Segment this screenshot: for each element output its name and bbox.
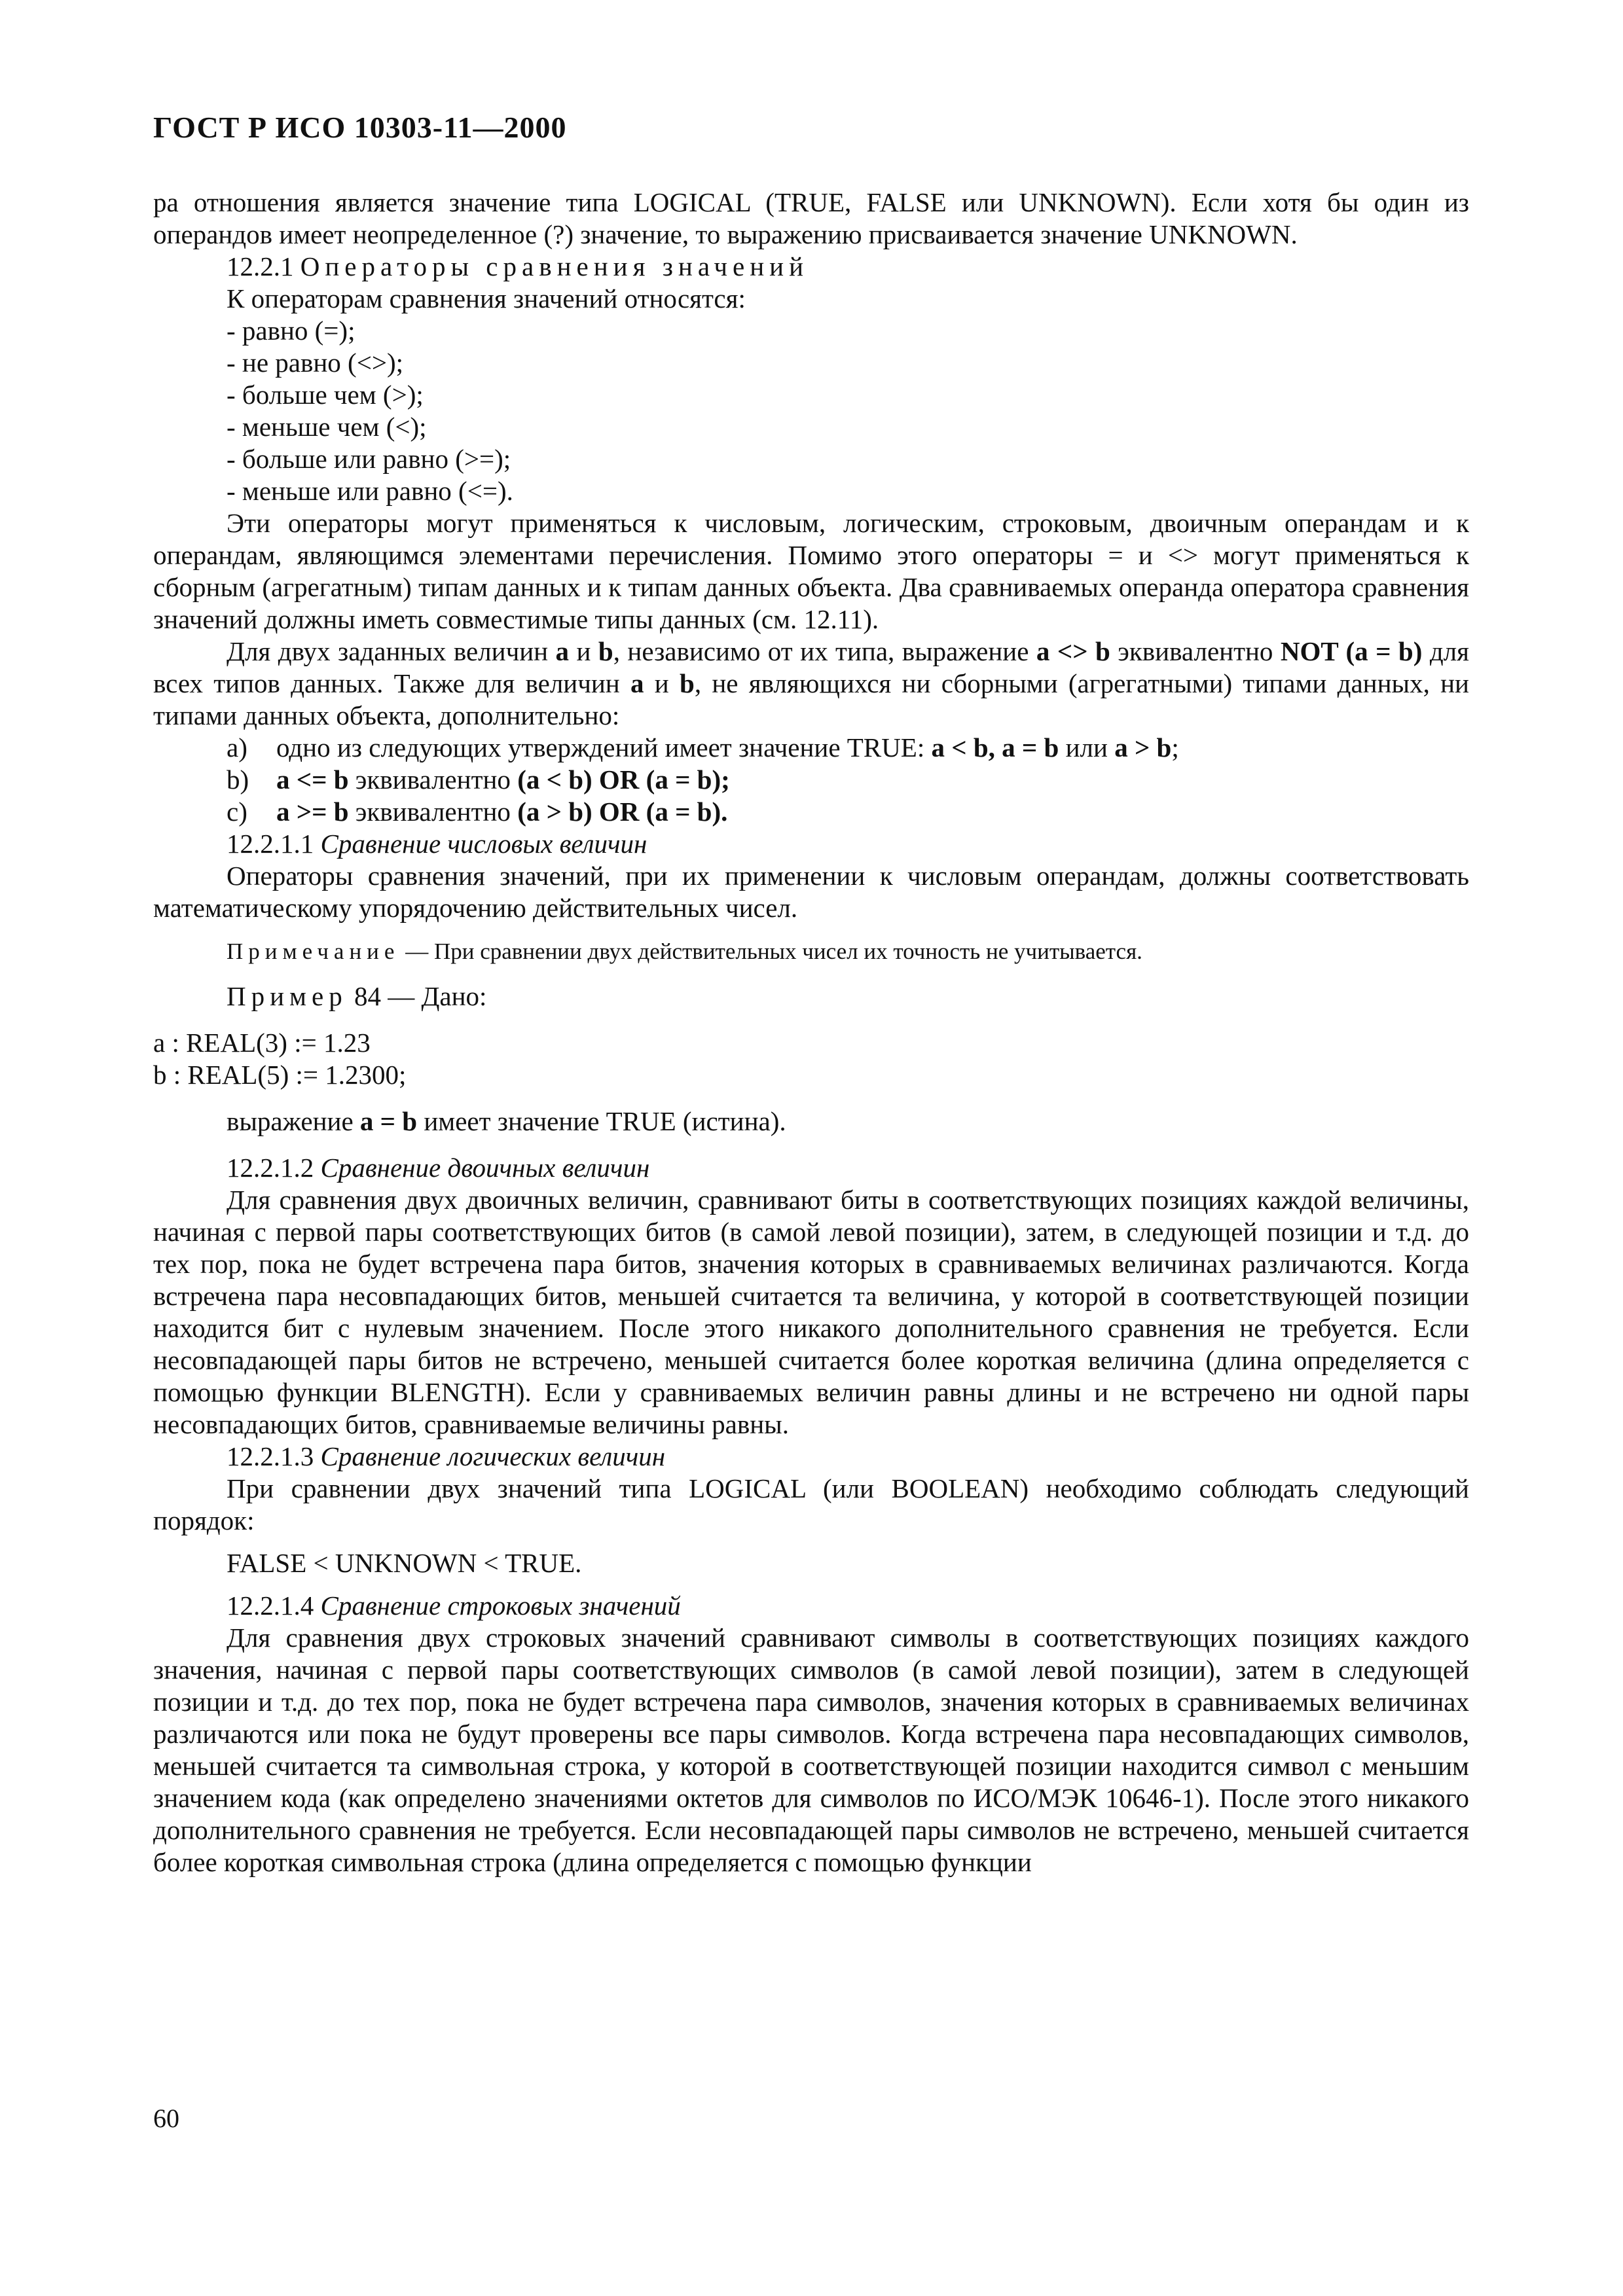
logical-order: FALSE < UNKNOWN < TRUE. bbox=[227, 1548, 582, 1578]
section-12-2-1-heading bbox=[153, 251, 1469, 283]
var-b: b bbox=[598, 636, 613, 666]
section-title: Операторы сравнения значений bbox=[300, 251, 809, 281]
text-run: имеет значение TRUE (истина). bbox=[417, 1106, 786, 1136]
section-number: 12.2.1.3 bbox=[227, 1441, 321, 1471]
list-item-b bbox=[153, 764, 1469, 796]
var-a: a bbox=[630, 668, 644, 698]
list-text bbox=[276, 764, 730, 796]
text-run: и bbox=[644, 668, 680, 698]
text-run: выражение bbox=[227, 1106, 360, 1136]
expression: a > b bbox=[1114, 732, 1172, 762]
expression: a = b bbox=[359, 1106, 418, 1136]
expression: (a < b) OR (a = b); bbox=[517, 764, 730, 795]
list-item-c bbox=[153, 796, 1469, 828]
section-title: Сравнение двоичных величин bbox=[320, 1153, 650, 1183]
operator-item: - равно (=); bbox=[227, 315, 356, 346]
list-text bbox=[276, 732, 1179, 764]
expression: a >= b bbox=[276, 797, 349, 827]
numeric-paragraph: Операторы сравнения значений, при их применении к числовым операндам, должны соответствовать математическому упорядочению действительных чисел. bbox=[153, 861, 1469, 923]
section-number: 12.2.1 bbox=[227, 251, 301, 281]
text-run: , независимо от их типа, выражение bbox=[613, 636, 1036, 666]
list-marker: c) bbox=[227, 797, 247, 827]
list-text bbox=[276, 796, 727, 828]
text-run: эквивалентно bbox=[348, 764, 518, 795]
note bbox=[153, 937, 1469, 966]
text-run: ; bbox=[1171, 732, 1179, 762]
page-header: ГОСТ Р ИСО 10303-11—2000 bbox=[153, 111, 567, 144]
note-text: — При сравнении двух действительных чисел их точность не учитывается. bbox=[399, 939, 1142, 964]
section-12-2-1-2-heading bbox=[153, 1152, 1469, 1184]
operators-paragraph: Эти операторы могут применяться к числовым, логическим, строковым, двоичным операндам и к операндам, являющимся элементами перечисления. Помимо этого операторы = и <> могут применяться к сборным (агрегатным) типам данных и к типам данных объекта. Два сравниваемых операнда оператора сравнения значений должны иметь совместимые типы данных (см. 12.11). bbox=[153, 508, 1469, 634]
example-heading bbox=[153, 980, 1469, 1013]
section-12-2-1-4-heading bbox=[153, 1590, 1469, 1622]
operator-item: - меньше чем (<); bbox=[227, 412, 427, 442]
expression: a <= b bbox=[276, 764, 349, 795]
text-run: эквивалентно bbox=[1110, 636, 1281, 666]
expression: (a > b) OR (a = b). bbox=[517, 797, 728, 827]
code-line: b : REAL(5) := 1.2300; bbox=[153, 1060, 407, 1090]
list-marker: b) bbox=[227, 764, 249, 795]
page-number: 60 bbox=[153, 2104, 179, 2133]
code-line: a : REAL(3) := 1.23 bbox=[153, 1028, 371, 1058]
text-run: и bbox=[569, 636, 598, 666]
note-label: Примечание bbox=[227, 939, 400, 964]
section-number: 12.2.1.1 bbox=[227, 829, 321, 859]
section-title: Сравнение логических величин bbox=[320, 1441, 666, 1471]
list-item-a bbox=[153, 732, 1469, 764]
operators-intro: К операторам сравнения значений относятся: bbox=[227, 283, 746, 314]
section-number: 12.2.1.2 bbox=[227, 1153, 321, 1183]
binary-paragraph: Для сравнения двух двоичных величин, сравнивают биты в соответствующих позициях каждой величины, начиная с первой пары соответствующих битов (в самой левой позиции), затем, в следующей позиции и т.д. до тех пор, пока не будет встречена пара битов, значения которых в сравниваемых величинах различаются. Когда встречена пара несовпадающих битов, меньшей считается та величина, у которой в соответствующей позиции находится бит с нулевым значением. После этого никакого дополнительного сравнения не требуется. Если несовпадающей пары битов не встречено, меньшей считается более короткая величина (длина определяется с помощью функции BLENGTH). Если у сравниваемых величин равны длины и не встречено ни одной пары несовпадающих битов, сравниваемые величины равны. bbox=[153, 1185, 1469, 1439]
intro-paragraph: ра отношения является значение типа LOGICAL (TRUE, FALSE или UNKNOWN). Если хотя бы один из операндов имеет неопределенное (?) значение, то выражению присваивается значение UNKNOWN. bbox=[153, 187, 1469, 249]
operator-item: - больше или равно (>=); bbox=[227, 444, 511, 474]
equivalence-paragraph bbox=[153, 636, 1469, 732]
section-12-2-1-3-heading bbox=[153, 1441, 1469, 1473]
example-label: Пример bbox=[227, 981, 348, 1011]
section-12-2-1-1-heading bbox=[153, 828, 1469, 860]
text-run: для всех типов данных. Также для величин bbox=[153, 636, 1469, 698]
logical-paragraph: При сравнении двух значений типа LOGICAL (или BOOLEAN) необходимо соблюдать следующий порядок: bbox=[153, 1473, 1469, 1535]
expression: a < b, a = b bbox=[931, 732, 1059, 762]
var-a: a bbox=[555, 636, 570, 666]
example-text: 84 — Дано: bbox=[347, 981, 487, 1011]
section-number: 12.2.1.4 bbox=[227, 1590, 321, 1621]
text-run: Для двух заданных величин bbox=[227, 636, 556, 666]
section-title: Сравнение строковых значений bbox=[320, 1590, 681, 1621]
operator-item: - не равно (<>); bbox=[227, 348, 403, 378]
string-paragraph: Для сравнения двух строковых значений сравнивают символы в соответствующих позициях каждого значения, начиная с первой пары соответствующих символов (в самой левой позиции), затем в следующей позиции и т.д. до тех пор, пока не будет встречена пара символов, значения которых в сравниваемых величинах различаются или пока не будут проверены все пары символов. Когда встречена пара несовпадающих символов, меньшей считается та символьная строка, у которой в соответствующей позиции находится символ с меньшим значением кода (как определено значениями октетов для символов по ИСО/МЭК 10646-1). После этого никакого дополнительного сравнения не требуется. Если несовпадающей пары символов не встречено, меньшей считается более короткая символьная строка (длина определяется с помощью функции bbox=[153, 1623, 1469, 1877]
expression: a <> b bbox=[1036, 636, 1110, 666]
text-run: , не являющихся ни сборными (агрегатными) типами данных, ни типами данных объекта, дополнительно: bbox=[153, 668, 1469, 730]
list-marker: a) bbox=[227, 732, 247, 762]
page-body bbox=[153, 187, 1469, 1878]
operator-item: - больше чем (>); bbox=[227, 380, 424, 410]
expression-result bbox=[153, 1105, 1469, 1138]
section-title: Сравнение числовых величин bbox=[320, 829, 647, 859]
text-run: или bbox=[1059, 732, 1115, 762]
text-run: эквивалентно bbox=[348, 797, 518, 827]
text-run: одно из следующих утверждений имеет значение TRUE: bbox=[276, 732, 932, 762]
operator-item: - меньше или равно (<=). bbox=[227, 476, 513, 506]
var-b: b bbox=[680, 668, 695, 698]
expression: NOT (a = b) bbox=[1280, 636, 1423, 666]
